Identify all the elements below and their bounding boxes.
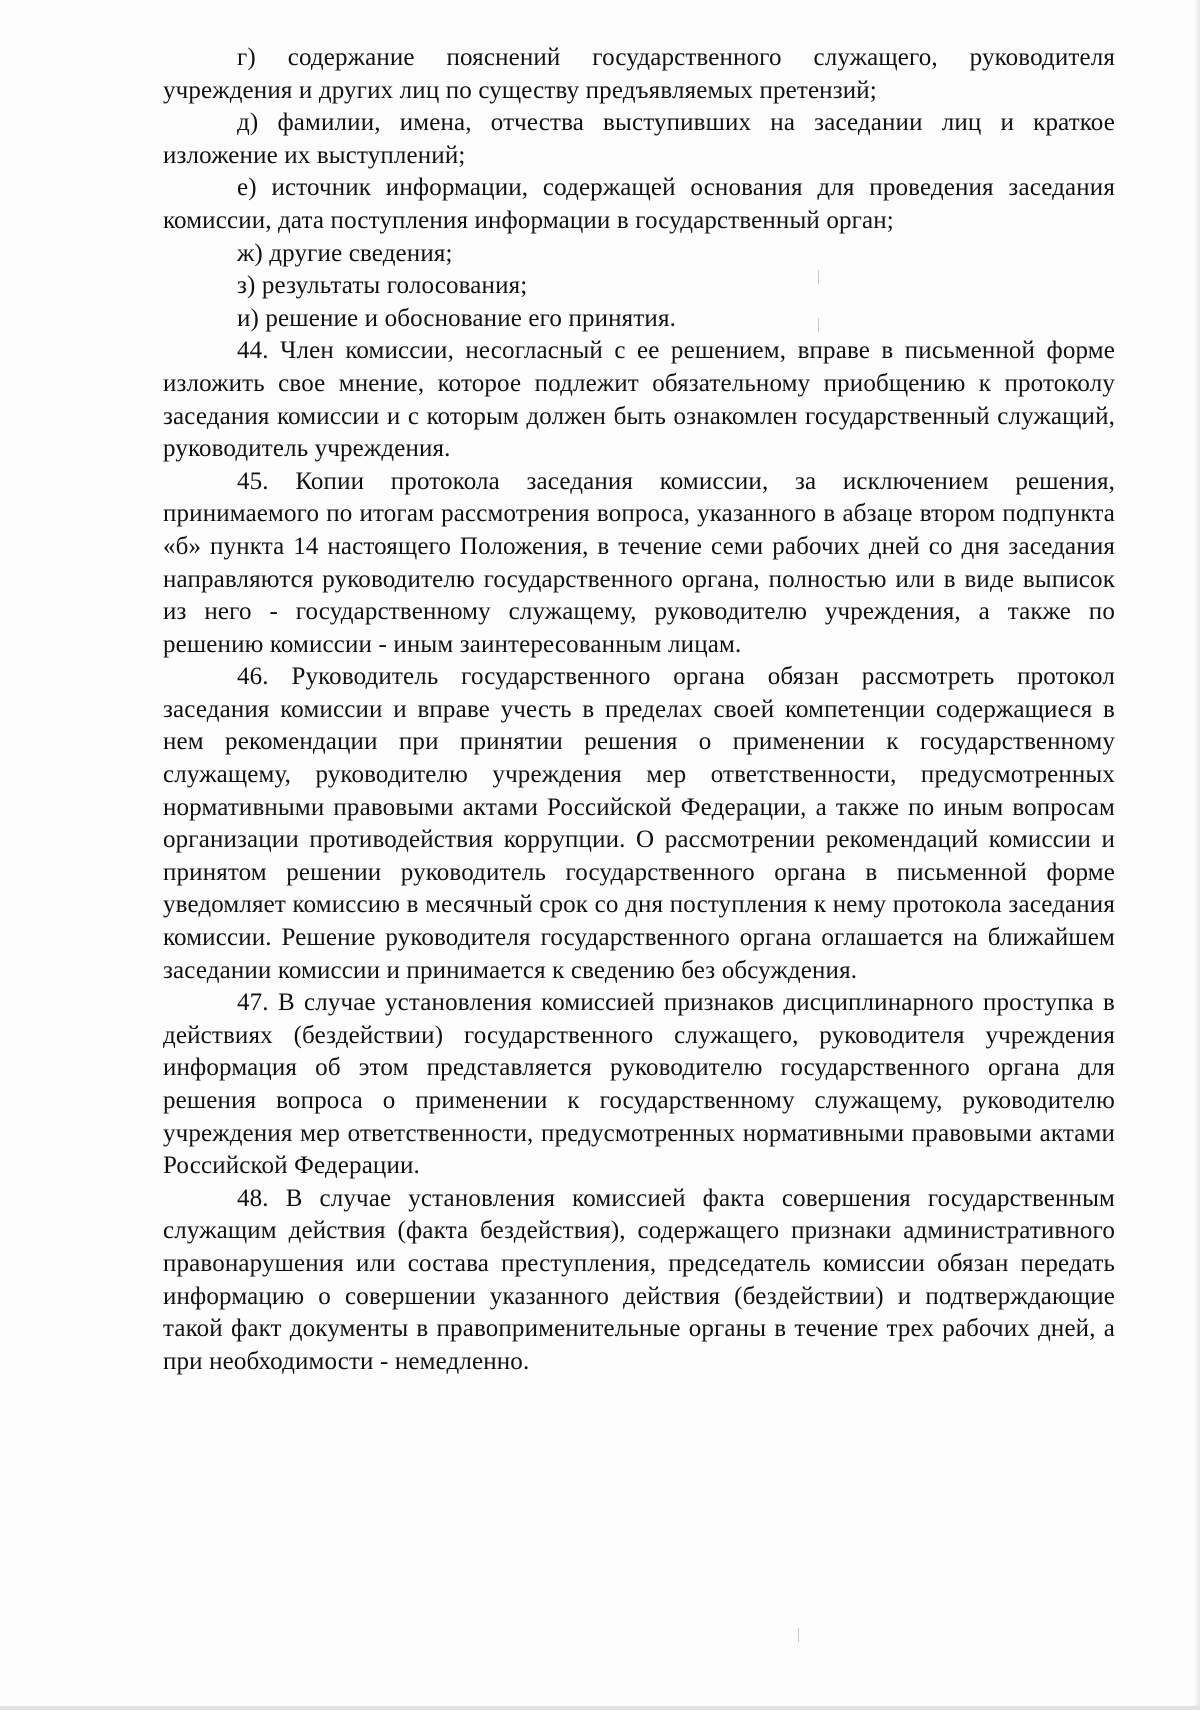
paragraph-item-z: з) результаты голосования; [237, 272, 528, 300]
paragraph-45: 45. Копии протокола заседания комиссии, за исключением решения, принимаемого по итогам рассмотрения вопроса, указанного в абзаце втором подпункта «б» пункта 14 настоящего Положения, в течение семи рабочих дней со дня заседания направляются руководителю государственного органа, полностью или в виде выписок из него - государственному служащему, руководителю учреждения, а также по решению комиссии - иным заинтересованным лицам. [163, 467, 1115, 658]
page-bottom-edge [0, 1706, 1200, 1710]
paragraph-46: 46. Руководитель государственного органа обязан рассмотреть протокол заседания комиссии и вправе учесть в пределах своей компетенции содержащиеся в нем рекомендации при принятии решения о применении к государственному служащему, руководителю учреждения мер ответственности, предусмотренных нормативными правовыми актами Российской Федерации, а также по иным вопросам организации противодействия коррупции. О рассмотрении рекомендаций комиссии и принятом решении руководитель государственного органа в письменной форме уведомляет комиссию в месячный срок со дня поступления к нему протокола заседания комиссии. Решение руководителя государственного органа оглашается на ближайшем заседании комиссии и принимается к сведению без обсуждения. [163, 663, 1115, 984]
paragraph-47: 47. В случае установления комиссией признаков дисциплинарного проступка в действиях (бездействии) государственного служащего, руководителя учреждения информация об этом представляется руководителю государственного органа для решения вопроса о применении к государственному служащему, руководителю учреждения мер ответственности, предусмотренных нормативными правовыми актами Российской Федерации. [163, 989, 1115, 1180]
scan-artifact-mark [798, 1628, 799, 1642]
paragraph-item-d: д) фамилии, имена, отчества выступивших на заседании лиц и краткое изложение их выступлений; [163, 109, 1115, 169]
paragraph-item-i: и) решение и обоснование его принятия. [237, 304, 676, 332]
page-edge-shadow [1194, 0, 1200, 1710]
paragraph-44: 44. Член комиссии, несогласный с ее решением, вправе в письменной форме изложить свое мнение, которое подлежит обязательному приобщению к протоколу заседания комиссии и с которым должен быть ознакомлен государственный служащий, руководитель учреждения. [163, 337, 1115, 463]
paragraph-48: 48. В случае установления комиссией факта совершения государственным служащим действия (факта бездействия), содержащего признаки административного правонарушения или состава преступления, председатель комиссии обязан передать информацию о совершении указанного действия (бездействии) и подтверждающие такой факт документы в правоприменительные органы в течение трех рабочих дней, а при необходимости - немедленно. [163, 1184, 1115, 1375]
scan-artifact-mark [818, 318, 819, 332]
paragraph-item-g: г) содержание пояснений государственного служащего, руководителя учреждения и других лиц по существу предъявляемых претензий; [163, 44, 1115, 104]
document-body [163, 42, 1115, 1378]
paragraph-item-e: е) источник информации, содержащей основания для проведения заседания комиссии, дата поступления информации в государственный орган; [163, 174, 1115, 234]
paragraph-item-zh: ж) другие сведения; [237, 239, 453, 267]
scan-artifact-mark [818, 270, 819, 284]
